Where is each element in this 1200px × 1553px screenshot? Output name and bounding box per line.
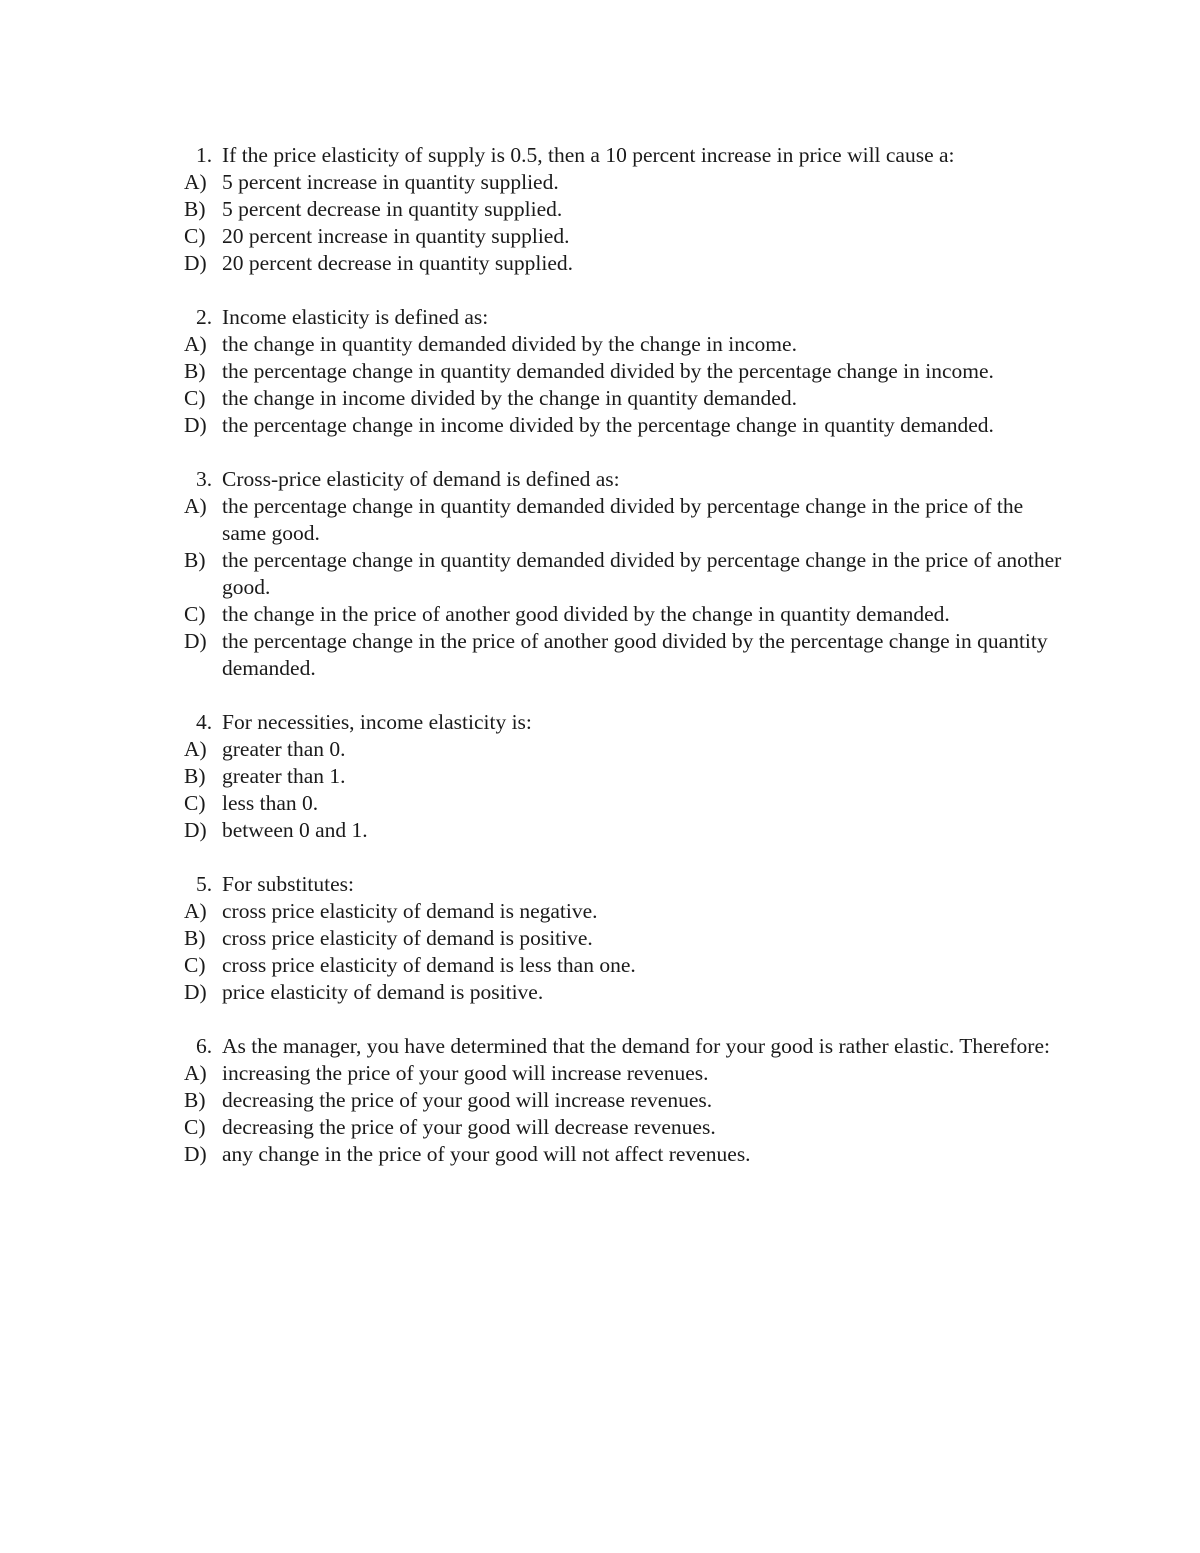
option-text: the percentage change in quantity demanded divided by the percentage change in income. — [222, 359, 994, 383]
option-text: cross price elasticity of demand is negative. — [222, 899, 598, 923]
option-text: greater than 0. — [222, 737, 346, 761]
answer-option-b — [184, 925, 1064, 952]
option-text: cross price elasticity of demand is positive. — [222, 926, 593, 950]
option-text: increasing the price of your good will increase revenues. — [222, 1061, 709, 1085]
answer-option-c — [184, 790, 1064, 817]
question-stem — [184, 709, 1064, 736]
answer-option-a — [184, 493, 1064, 547]
answer-option-a — [184, 898, 1064, 925]
answer-option-b — [184, 196, 1064, 223]
option-letter: B) — [184, 764, 206, 788]
option-letter: D) — [184, 980, 207, 1004]
answer-option-a — [184, 169, 1064, 196]
question-text: As the manager, you have determined that the demand for your good is rather elastic. Therefore: — [222, 1034, 1050, 1058]
question-5 — [184, 871, 1064, 1006]
option-text: the percentage change in quantity demanded divided by percentage change in the price of the same good. — [222, 494, 1024, 545]
option-text: greater than 1. — [222, 764, 346, 788]
question-number: 1. — [196, 143, 213, 167]
question-text: Income elasticity is defined as: — [222, 305, 489, 329]
question-stem — [184, 142, 1064, 169]
answer-option-d — [184, 1141, 1064, 1168]
question-4 — [184, 709, 1064, 844]
option-text: 20 percent decrease in quantity supplied. — [222, 251, 574, 275]
answer-option-c — [184, 223, 1064, 250]
option-letter: B) — [184, 1088, 206, 1112]
option-letter: A) — [184, 170, 207, 194]
answer-option-a — [184, 331, 1064, 358]
answer-option-c — [184, 952, 1064, 979]
option-letter: A) — [184, 332, 207, 356]
option-text: the change in quantity demanded divided by the change in income. — [222, 332, 797, 356]
question-number: 5. — [196, 872, 213, 896]
option-text: less than 0. — [222, 791, 319, 815]
option-letter: B) — [184, 197, 206, 221]
question-number: 4. — [196, 710, 213, 734]
question-stem — [184, 466, 1064, 493]
option-text: decreasing the price of your good will increase revenues. — [222, 1088, 713, 1112]
question-text: For substitutes: — [222, 872, 355, 896]
answer-option-d — [184, 817, 1064, 844]
answer-option-c — [184, 1114, 1064, 1141]
option-text: any change in the price of your good will not affect revenues. — [222, 1142, 751, 1166]
answer-option-d — [184, 628, 1064, 682]
answer-option-b — [184, 358, 1064, 385]
option-text: the percentage change in income divided by the percentage change in quantity demanded. — [222, 413, 994, 437]
answer-option-b — [184, 547, 1064, 601]
option-letter: B) — [184, 548, 206, 572]
option-letter: A) — [184, 899, 207, 923]
question-stem — [184, 871, 1064, 898]
option-text: price elasticity of demand is positive. — [222, 980, 544, 1004]
option-letter: C) — [184, 602, 206, 626]
answer-option-d — [184, 250, 1064, 277]
option-letter: D) — [184, 413, 207, 437]
question-list — [184, 142, 1064, 1195]
question-number: 6. — [196, 1034, 213, 1058]
question-text: Cross-price elasticity of demand is defined as: — [222, 467, 620, 491]
option-letter: D) — [184, 629, 207, 653]
answer-option-b — [184, 763, 1064, 790]
option-text: the percentage change in the price of another good divided by the percentage change in quantity demanded. — [222, 629, 1048, 680]
option-text: the change in income divided by the change in quantity demanded. — [222, 386, 797, 410]
option-letter: A) — [184, 737, 207, 761]
option-text: the change in the price of another good divided by the change in quantity demanded. — [222, 602, 950, 626]
question-2 — [184, 304, 1064, 439]
option-letter: A) — [184, 1061, 207, 1085]
option-letter: D) — [184, 1142, 207, 1166]
question-number: 3. — [196, 467, 213, 491]
option-text: 5 percent decrease in quantity supplied. — [222, 197, 563, 221]
question-text: For necessities, income elasticity is: — [222, 710, 532, 734]
option-text: decreasing the price of your good will decrease revenues. — [222, 1115, 716, 1139]
question-stem — [184, 304, 1064, 331]
answer-option-c — [184, 601, 1064, 628]
option-letter: C) — [184, 224, 206, 248]
option-text: between 0 and 1. — [222, 818, 368, 842]
question-text: If the price elasticity of supply is 0.5, then a 10 percent increase in price will cause a: — [222, 143, 955, 167]
question-3 — [184, 466, 1064, 682]
answer-option-a — [184, 1060, 1064, 1087]
option-letter: C) — [184, 386, 206, 410]
option-letter: C) — [184, 791, 206, 815]
answer-option-a — [184, 736, 1064, 763]
option-letter: A) — [184, 494, 207, 518]
option-letter: C) — [184, 1115, 206, 1139]
question-6 — [184, 1033, 1064, 1168]
option-text: 20 percent increase in quantity supplied. — [222, 224, 570, 248]
option-text: cross price elasticity of demand is less than one. — [222, 953, 636, 977]
answer-option-d — [184, 979, 1064, 1006]
question-number: 2. — [196, 305, 213, 329]
option-text: the percentage change in quantity demanded divided by percentage change in the price of another good. — [222, 548, 1062, 599]
question-stem — [184, 1033, 1064, 1060]
answer-option-d — [184, 412, 1064, 439]
option-letter: C) — [184, 953, 206, 977]
option-letter: D) — [184, 251, 207, 275]
option-letter: D) — [184, 818, 207, 842]
answer-option-b — [184, 1087, 1064, 1114]
option-letter: B) — [184, 926, 206, 950]
answer-option-c — [184, 385, 1064, 412]
option-letter: B) — [184, 359, 206, 383]
option-text: 5 percent increase in quantity supplied. — [222, 170, 559, 194]
question-1 — [184, 142, 1064, 277]
